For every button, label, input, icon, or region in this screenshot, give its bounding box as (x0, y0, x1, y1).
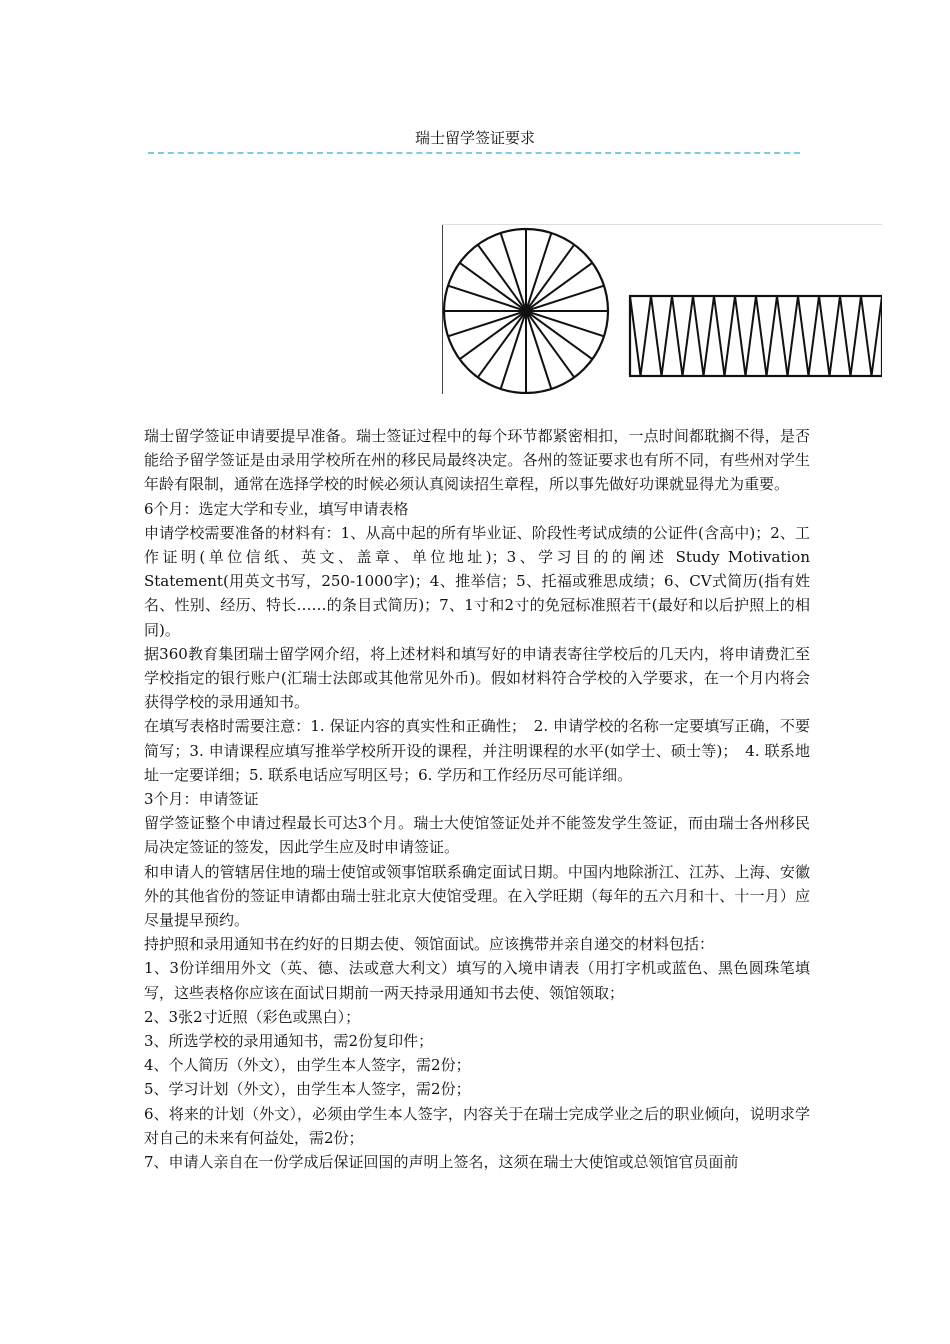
circle-with-spokes-icon (444, 229, 608, 393)
paragraph: 和申请人的管辖居住地的瑞士使馆或领事馆联系确定面试日期。中国内地除浙江、江苏、上海、安徽外的其他省份的签证申请都由瑞士驻北京大使馆受理。在入学旺期（每年的五六月和十、十一月）应尽量提早预约。 (144, 862, 810, 930)
page-title: 瑞士留学签证要求 (414, 129, 535, 147)
paragraph: 在填写表格时需要注意：1. 保证内容的真实性和正确性； 2. 申请学校的名称一定要填写正确，不要简写；3. 申请课程应填写推举学校所开设的课程，并注明课程的水平(如学士、硕士等)； 4. 联系地址一定要详细；5. 联系电话应写明区号；6. 学历和工作经历尽可能详细。 (144, 717, 810, 784)
paragraph: 3、所选学校的录用通知书，需2份复印件； (144, 1032, 434, 1051)
paragraph: 6、将来的计划（外文），必须由学生本人签字，内容关于在瑞士完成学业之后的职业倾向，说明求学对自己的未来有何益处，需2份； (144, 1104, 810, 1147)
zigzag-band-icon (630, 296, 882, 376)
paragraph: 1、3份详细用外文（英、德、法或意大利文）填写的入境申请表（用打字机或蓝色、黑色圆珠笔填写，这些表格你应该在面试日期前一两天持录用通知书去使、领馆领取； (144, 959, 810, 1002)
figure (442, 224, 882, 394)
paragraph: 据360教育集团瑞士留学网介绍，将上述材料和填写好的申请表寄往学校后的几天内，将申请费汇至学校指定的银行账户(汇瑞士法郎或其他常见外币)。假如材料符合学校的入学要求，在一个月内将会获得学校的录用通知书。 (144, 644, 810, 712)
paragraph: 持护照和录用通知书在约好的日期去使、领馆面试。应该携带并亲自递交的材料包括： (144, 935, 715, 954)
paragraph: 7、申请人亲自在一份学成后保证回国的声明上签名，这须在瑞士大使馆或总领馆官员面前 (144, 1153, 739, 1172)
body-text (144, 424, 810, 1174)
paragraph: 4、个人简历（外文），由学生本人签字，需2份； (144, 1056, 471, 1075)
paragraph: 5、学习计划（外文），由学生本人签字，需2份； (144, 1080, 471, 1099)
paragraph: 2、3张2寸近照（彩色或黑白）； (144, 1007, 361, 1026)
paragraph: 申请学校需要准备的材料有：1、从高中起的所有毕业证、阶段性考试成绩的公证件(含高中)；2、工作证明(单位信纸、英文、盖章、单位地址)；3、学习目的的阐述 Study Motivation Statement(用英文书写，250-1000字)；4、推举信；5、托福或雅思成绩；6、CV式简历(指有姓名、性别、经历、特长……的条目式简历)；7、1寸和2寸的免冠标准照若干(最好和以后护照上的相同)。 (144, 523, 810, 639)
paragraph: 瑞士留学签证申请要提早准备。瑞士签证过程中的每个环节都紧密相扣，一点时间都耽搁不得，是否能给予留学签证是由录用学校所在州的移民局最终决定。各州的签证要求也有所不同，有些州对学生年龄有限制，通常在选择学校的时候必须认真阅读招生章程，所以事先做好功课就显得尤为重要。 (144, 427, 810, 494)
paragraph: 留学签证整个申请过程最长可达3个月。瑞士大使馆签证处并不能签发学生签证，而由瑞士各州移民局决定签证的签发，因此学生应及时申请签证。 (144, 814, 810, 857)
paragraph: 3个月：申请签证 (144, 790, 259, 809)
zigzag-line (630, 296, 882, 376)
zigzag-frame (630, 296, 882, 376)
title-divider (148, 152, 800, 154)
figure-drawing (442, 224, 882, 394)
paragraph: 6个月：选定大学和专业，填写申请表格 (144, 499, 409, 518)
